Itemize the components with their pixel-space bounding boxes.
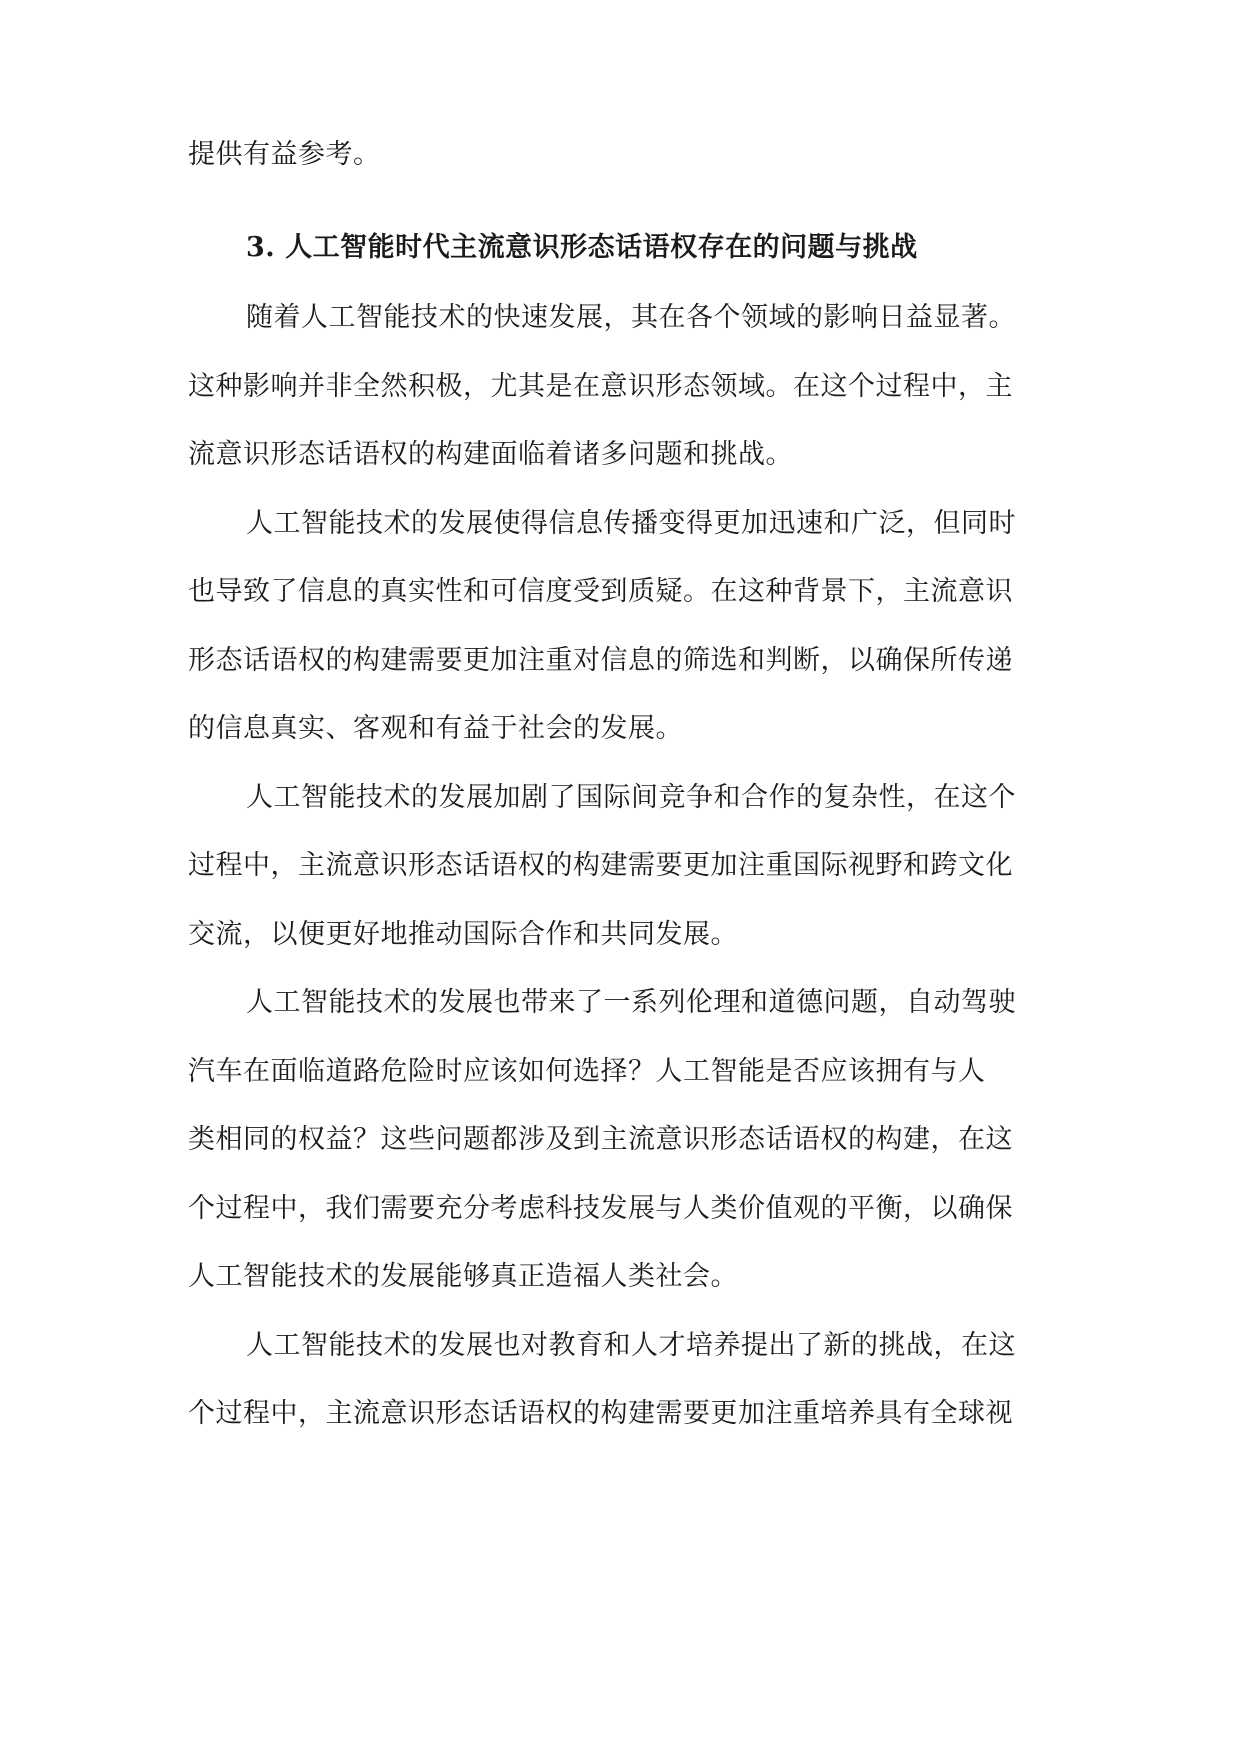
text-line: 交流，以便更好地推动国际合作和共同发展。 xyxy=(188,919,738,950)
text-line: 人工智能技术的发展能够真正造福人类社会。 xyxy=(188,1261,738,1292)
text-line: 汽车在面临道路危险时应该如何选择？人工智能是否应该拥有与人 xyxy=(188,1056,986,1087)
text-line: 人工智能技术的发展使得信息传播变得更加迅速和广泛，但同时 xyxy=(246,508,1016,539)
text-line: 这种影响并非全然积极，尤其是在意识形态领域。在这个过程中，主 xyxy=(188,371,1013,402)
text-line: 的信息真实、客观和有益于社会的发展。 xyxy=(188,713,683,744)
text-line: 类相同的权益？这些问题都涉及到主流意识形态话语权的构建，在这 xyxy=(188,1124,1013,1155)
text-line: 也导致了信息的真实性和可信度受到质疑。在这种背景下，主流意识 xyxy=(188,576,1013,607)
text-line: 人工智能技术的发展也带来了一系列伦理和道德问题，自动驾驶 xyxy=(246,987,1016,1018)
text-line: 个过程中，主流意识形态话语权的构建需要更加注重培养具有全球视 xyxy=(188,1398,1013,1429)
text-line: 流意识形态话语权的构建面临着诸多问题和挑战。 xyxy=(188,439,793,470)
text-line: 提供有益参考。 xyxy=(188,139,381,170)
text-line: 过程中，主流意识形态话语权的构建需要更加注重国际视野和跨文化 xyxy=(188,850,1013,881)
section-heading: 3. 人工智能时代主流意识形态话语权存在的问题与挑战 xyxy=(246,232,918,263)
text-line: 人工智能技术的发展加剧了国际间竞争和合作的复杂性，在这个 xyxy=(246,782,1016,813)
text-line: 形态话语权的构建需要更加注重对信息的筛选和判断，以确保所传递 xyxy=(188,645,1013,676)
text-line: 个过程中，我们需要充分考虑科技发展与人类价值观的平衡，以确保 xyxy=(188,1193,1013,1224)
text-line: 人工智能技术的发展也对教育和人才培养提出了新的挑战，在这 xyxy=(246,1330,1016,1361)
text-line: 随着人工智能技术的快速发展，其在各个领域的影响日益显著。 xyxy=(246,302,1016,333)
